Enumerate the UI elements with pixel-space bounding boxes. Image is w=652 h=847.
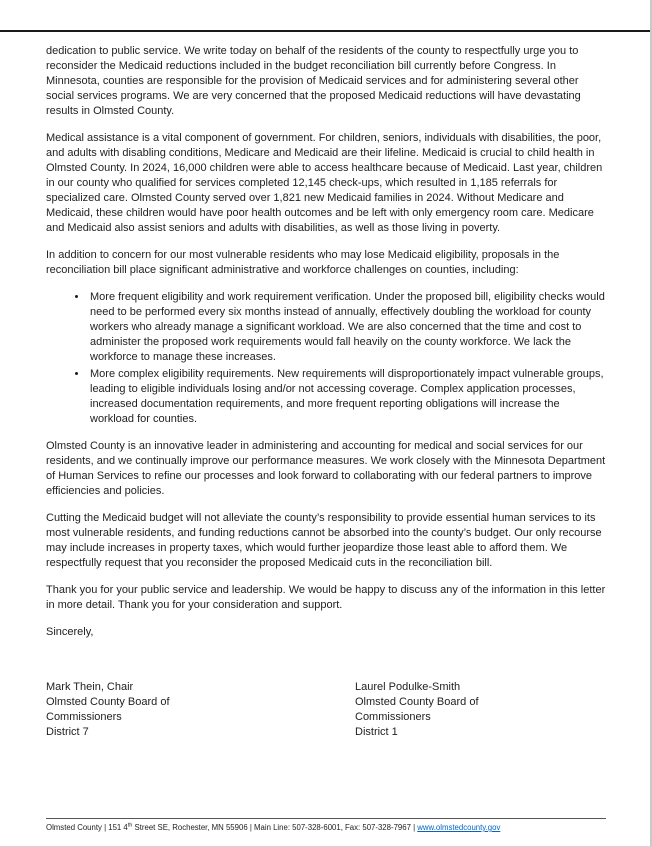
signatory-org-line-1: Olmsted County Board of <box>46 696 170 708</box>
paragraph-1: dedication to public service. We write today on behalf of the residents of the county to respectfully urge you to reconsider the Medicaid reductions included in the budget reconciliation bill currently before Congress. In Minnesota, counties are responsible for the provision of Medicaid services and for administering several other social services programs. We are very concerned that the proposed Medicaid reductions will have devastating results in Olmsted County. <box>46 45 581 117</box>
signature-block-right <box>355 680 606 740</box>
signature-section <box>46 680 606 740</box>
paragraph-3: In addition to concern for our most vulnerable residents who may lose Medicaid eligibility, proposals in the reconciliation bill place significant administrative and workforce challenges on counties, including: <box>46 249 560 276</box>
bullet-list <box>46 290 606 427</box>
paragraph-4: Olmsted County is an innovative leader in administering and accounting for medical and social services for our residents, and we continually improve our performance measures. We work closely with the Minnesota Department of Human Services to refine our processes and look forward to collaborating with our federal partners to improve efficiencies and policies. <box>46 440 606 497</box>
signatory-name: Mark Thein, Chair <box>46 681 134 693</box>
signatory-org-line-2: Commissioners <box>355 711 431 723</box>
footer-link[interactable]: www.olmstedcounty.gov <box>417 823 501 832</box>
footer-text-prefix: Olmsted County | 151 4 <box>46 823 128 832</box>
paragraph-2: Medical assistance is a vital component of government. For children, seniors, individuals with disabilities, the poor, and adults with disabling conditions, Medicare and Medicaid are their lifeline. Medicaid is crucial to child health in Olmsted County. In 2024, 16,000 children were able to access healthcare because of Medicaid. Last year, children in our county who qualified for services completed 12,145 check-ups, which resulted in 1,185 referrals for specialized care. Olmsted County served over 1,821 new Medicaid families in 2024. Without Medicare and Medicaid, these children would have poor health outcomes and be left with only emergency room care. Medicare and Medicaid also assist seniors and adults with disabilities, as well as those living in poverty. <box>46 132 603 234</box>
closing: Sincerely, <box>46 626 94 638</box>
signatory-name: Laurel Podulke-Smith <box>355 681 461 693</box>
letter-body <box>46 44 606 640</box>
letterhead-rule <box>0 30 650 32</box>
signatory-org-line-1: Olmsted County Board of <box>355 696 479 708</box>
paragraph-5: Cutting the Medicaid budget will not alleviate the county’s responsibility to provide essential human services to its most vulnerable residents, and funding reductions cannot be absorbed into the county’s budget. Our only recourse may include increases in property taxes, which would further jeopardize those least able to afford them. We respectfully request that you reconsider the proposed Medicaid cuts in the reconciliation bill. <box>46 512 602 569</box>
signatory-district: District 1 <box>355 726 398 738</box>
signature-block-left <box>46 680 355 740</box>
page-footer <box>46 818 606 833</box>
signatory-district: District 7 <box>46 726 89 738</box>
bullet-item: • More frequent eligibility and work requirement verification. Under the proposed bill, eligibility checks would need to be performed every six months instead of annually, effectively doubling the workload for county workers who already manage a significant workload. We are also concerned that the time and cost to administer the proposed work requirements would fall heavily on the county workforce. We lack the workforce to manage these increases. <box>88 290 606 365</box>
signatory-org-line-2: Commissioners <box>46 711 122 723</box>
paragraph-6: Thank you for your public service and leadership. We would be happy to discuss any of the information in this letter in more detail. Thank you for your consideration and support. <box>46 584 606 611</box>
footer-ordinal-suffix: th <box>127 822 133 829</box>
bullet-item: • More complex eligibility requirements. New requirements will disproportionately impact vulnerable groups, leading to eligible individuals losing and/or not accessing coverage. Complex application processes, increased documentation requirements, and more frequent reporting obligations will increase the workload for counties. <box>88 367 606 427</box>
footer-text-middle: Street SE, Rochester, MN 55906 | Main Line: 507-328-6001, Fax: 507-328-7967 | <box>132 823 418 832</box>
